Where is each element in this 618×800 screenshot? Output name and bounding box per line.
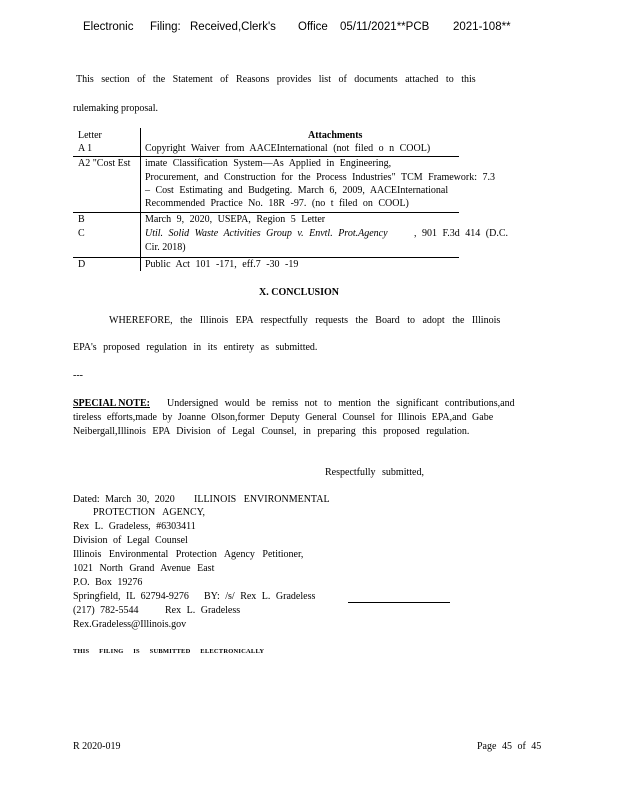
footer-case-number: R 2020-019 [73, 741, 121, 752]
email: Rex.Gradeless@Illinois.gov [73, 619, 187, 630]
street-address: 1021 North Grand Avenue East [73, 563, 215, 574]
table-row-text: Cir. 2018) [145, 242, 186, 253]
signature-line [348, 602, 450, 603]
special-note-line-3: Neibergall,Illinois EPA Division of Legal Counsel, in preparing this proposed regulation. [73, 426, 470, 437]
table-row-text: – Cost Estimating and Budgeting. March 6, 2009, AACEInternational [145, 185, 449, 196]
table-rule [73, 212, 459, 213]
table-header-letter: Letter [78, 130, 102, 141]
header-office: Office [298, 21, 328, 33]
table-column-divider [140, 128, 141, 271]
header-filing: Filing: [150, 21, 181, 33]
table-row-letter: A2 "Cost Est [78, 158, 131, 169]
table-row-case-name: Util. Solid Waste Activities Group v. Envtl. Prot.Agency [145, 228, 388, 239]
table-row-text: imate Classification System—As Applied in Engineering, [145, 158, 392, 169]
table-row-letter: A 1 [78, 143, 93, 154]
table-row-text: Copyright Waiver from AACEInternational (not filed o n COOL) [145, 143, 431, 154]
table-row-text: Public Act 101 -171, eff.7 -30 -19 [145, 259, 299, 270]
dated: Dated: March 30, 2020 [73, 494, 175, 505]
header-received: Received,Clerk's [190, 21, 276, 33]
conclusion-para-2: EPA's proposed regulation in its entirety as submitted. [73, 342, 318, 353]
table-row-text: Procurement, and Construction for the Process Industries" TCM Framework: 7.3 [145, 172, 496, 183]
header-docket: 2021-108** [453, 21, 511, 33]
table-row-letter: C [78, 228, 85, 239]
table-row-text: March 9, 2020, USEPA, Region 5 Letter [145, 214, 326, 225]
footer-page-number: Page 45 of 45 [477, 741, 542, 752]
table-rule [73, 156, 459, 157]
signer-name: Rex L. Gradeless [165, 605, 241, 616]
conclusion-heading: X. CONCLUSION [259, 287, 340, 298]
closing: Respectfully submitted, [325, 467, 424, 478]
intro-line-2: rulemaking proposal. [73, 103, 158, 114]
agency-line-1: ILLINOIS ENVIRONMENTAL [194, 494, 330, 505]
intro-line-1: This section of the Statement of Reasons provides list of documents attached to this [76, 74, 476, 85]
petitioner: Illinois Environmental Protection Agency Petitioner, [73, 549, 304, 560]
city: Springfield, IL 62794-9276 [73, 591, 189, 602]
division: Division of Legal Counsel [73, 535, 188, 546]
conclusion-para-1: WHEREFORE, the Illinois EPA respectfully requests the Board to adopt the Illinois [109, 315, 501, 326]
special-note-label: SPECIAL NOTE: [73, 398, 150, 409]
special-note-line-1: Undersigned would be remiss not to mention the significant contributions,and [167, 398, 515, 409]
agency-line-2: PROTECTION AGENCY, [93, 507, 206, 518]
header-date: 05/11/2021**PCB [340, 21, 430, 33]
header-electronic: Electronic [83, 21, 134, 33]
table-row-text: , 901 F.3d 414 (D.C. [414, 228, 508, 239]
attorney-name: Rex L. Gradeless, #6303411 [73, 521, 196, 532]
table-row-letter: D [78, 259, 86, 270]
phone: (217) 782-5544 [73, 605, 139, 616]
special-note-line-2: tireless efforts,made by Joanne Olson,former Deputy General Counsel for Illinois EPA,and Gabe [73, 412, 494, 423]
table-row-text: Recommended Practice No. 18R -97. (no t filed on COOL) [145, 198, 409, 209]
po-box: P.O. Box 19276 [73, 577, 143, 588]
signed-by: BY: /s/ Rex L. Gradeless [204, 591, 316, 602]
dashes: --- [73, 370, 83, 381]
table-rule [73, 257, 459, 258]
filing-note: THIS FILING IS SUBMITTED ELECTRONICALLY [73, 648, 265, 655]
table-row-letter: B [78, 214, 85, 225]
table-header-attachments: Attachments [308, 130, 363, 141]
